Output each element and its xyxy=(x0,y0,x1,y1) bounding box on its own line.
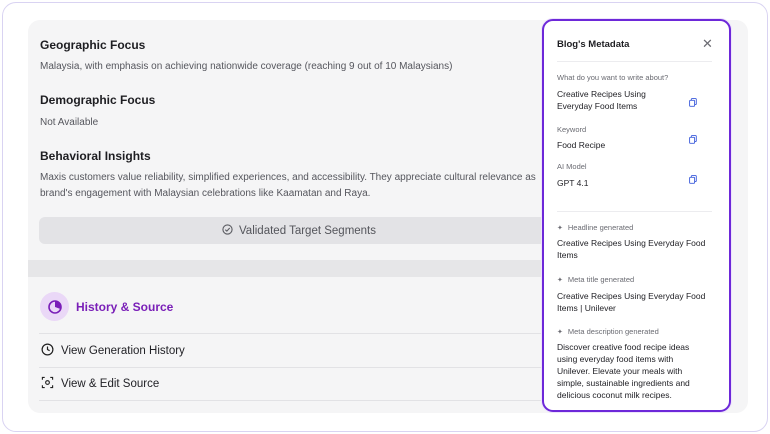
demo-heading: Demographic Focus xyxy=(40,93,156,107)
validated-target-segments-button[interactable] xyxy=(39,217,559,244)
behav-heading: Behavioral Insights xyxy=(40,149,151,163)
row-divider xyxy=(39,400,549,401)
row-divider xyxy=(39,333,549,334)
demo-text: Not Available xyxy=(40,117,99,128)
meta-description-value: Discover creative food recipe ideas using everyday food items with Unilever. Elevate your meals with simple, sustainable ingredients and delicious coconut milk recipes. xyxy=(557,342,690,400)
behav-text-line1: Maxis customers value reliability, simplified experiences, and accessibility. They appreciate cultural relevance as xyxy=(40,172,536,183)
row-divider xyxy=(39,367,549,368)
geo-heading: Geographic Focus xyxy=(40,38,146,52)
view-generation-history-label: View Generation History xyxy=(61,345,185,357)
close-icon[interactable]: ✕ xyxy=(702,36,713,51)
history-dial-icon xyxy=(40,292,69,321)
history-source-label: History & Source xyxy=(76,299,174,314)
clock-icon xyxy=(41,343,54,359)
headline-label-text: Headline generated xyxy=(567,223,634,232)
view-edit-source-button[interactable] xyxy=(41,376,159,392)
panel-title: Blog's Metadata xyxy=(557,39,630,50)
divider-bar xyxy=(28,260,548,277)
check-circle-icon xyxy=(222,224,233,238)
meta-description-label-text: Meta description generated xyxy=(567,327,659,336)
sparkle-icon: ✦ xyxy=(557,276,563,284)
topic-label: What do you want to write about? xyxy=(557,73,669,82)
panel-divider xyxy=(557,61,712,62)
meta-title-label-text: Meta title generated xyxy=(567,275,635,284)
behav-text-line2: brand's engagement with Malaysian celebrations like Kaamatan and Raya. xyxy=(40,188,371,199)
view-generation-history-button[interactable] xyxy=(41,343,185,359)
topic-value: Creative Recipes Using Everyday Food Items xyxy=(557,89,646,111)
meta-title-value: Creative Recipes Using Everyday Food Items | Unilever xyxy=(557,291,706,313)
scan-source-icon xyxy=(41,376,54,392)
meta-title-generated-label xyxy=(557,275,634,284)
copy-icon[interactable] xyxy=(689,135,697,144)
blog-metadata-panel xyxy=(542,19,731,412)
copy-icon[interactable] xyxy=(689,175,697,184)
geo-text: Malaysia, with emphasis on achieving nationwide coverage (reaching 9 out of 10 Malaysians) xyxy=(40,61,453,72)
sparkle-icon: ✦ xyxy=(557,224,563,232)
panel-divider xyxy=(557,211,712,212)
copy-icon[interactable] xyxy=(689,98,697,107)
validated-label: Validated Target Segments xyxy=(238,224,377,237)
keyword-value: Food Recipe xyxy=(557,140,606,150)
headline-value: Creative Recipes Using Everyday Food Items xyxy=(557,238,706,260)
sparkle-icon: ✦ xyxy=(557,328,563,336)
history-source-section xyxy=(40,292,173,321)
view-edit-source-label: View & Edit Source xyxy=(61,378,160,390)
ai-model-value: GPT 4.1 xyxy=(557,178,589,188)
ai-model-label: AI Model xyxy=(557,162,587,171)
meta-description-generated-label xyxy=(557,327,659,336)
headline-generated-label xyxy=(557,223,633,232)
keyword-label: Keyword xyxy=(557,125,587,134)
